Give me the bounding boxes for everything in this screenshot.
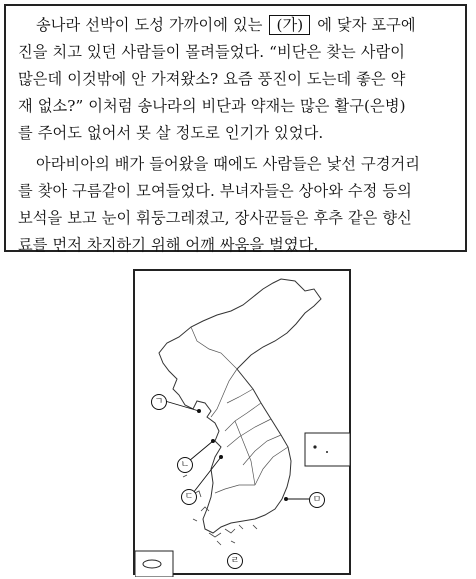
- passage-line-1-part-a: 송나라 선박이 도성 가까이에 있는: [36, 16, 263, 34]
- map-label-d: ㄹ: [227, 553, 243, 569]
- site-marker-b: [211, 439, 215, 443]
- passage-box: [4, 4, 467, 252]
- province-boundaries: [191, 327, 288, 493]
- leader-line-b: [189, 441, 213, 461]
- passage-line-9: 료를 먼저 차지하기 위해 어깨 싸움을 벌였다.: [18, 236, 319, 254]
- map-label-c: ㄷ: [181, 489, 197, 505]
- leader-line-c: [193, 457, 221, 493]
- passage-line-7: 를 찾아 구름같이 모여들었다. 부녀자들은 상아와 수정 등의: [18, 182, 412, 200]
- blank-marker-ga: (가): [269, 15, 310, 35]
- ulleung-inset-frame: [305, 433, 350, 466]
- passage-line-1-part-b: 에 닻자 포구에: [317, 16, 416, 34]
- map-label-b: ㄴ: [177, 457, 193, 473]
- site-marker-c: [219, 455, 223, 459]
- passage-line-6: 아라비아의 배가 들어왔을 때에도 사람들은 낯선 구경거리: [36, 155, 421, 173]
- jeju-inset-frame: [135, 551, 173, 577]
- passage-line-3: 많은데 이것밖에 안 가져왔소? 요즘 풍진이 도는데 좋은 약: [18, 70, 406, 88]
- korea-map: [133, 269, 351, 575]
- passage-line-4: 재 없소?” 이처럼 송나라의 비단과 약재는 많은 활구(은병): [18, 97, 406, 115]
- western-coast-islands: [183, 475, 257, 545]
- korea-map-drawing: [135, 271, 353, 577]
- leader-line-a: [165, 401, 199, 411]
- site-marker-a: [197, 409, 201, 413]
- ulleung-island: [313, 445, 316, 448]
- passage-line-5: 를 주어도 없어서 못 살 정도로 인기가 있었다.: [18, 124, 324, 142]
- passage-line-1: [6, 13, 465, 37]
- map-label-a: ㄱ: [151, 394, 167, 410]
- map-label-e: ㅁ: [309, 492, 325, 508]
- passage-line-8: 보석을 보고 눈이 휘둥그레졌고, 장사꾼들은 후추 같은 향신: [18, 209, 412, 227]
- passage-line-2: 진을 치고 있던 사람들이 몰려들었다. “비단은 찾는 사람이: [18, 43, 406, 61]
- site-marker-e: [284, 497, 288, 501]
- dokdo-island: [326, 451, 328, 453]
